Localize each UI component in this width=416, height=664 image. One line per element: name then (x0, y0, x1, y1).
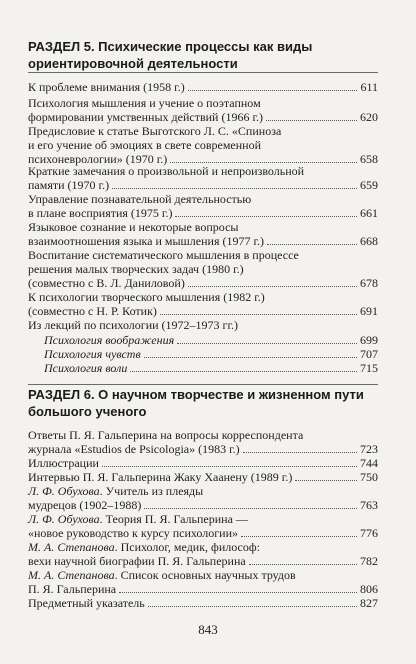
dot-leader (170, 162, 357, 163)
dot-leader (243, 452, 357, 453)
toc-entry-text (28, 234, 264, 248)
toc-entry-title: Ответы П. Я. Гальперина на вопросы корреспондента (28, 428, 304, 442)
dot-leader (112, 188, 357, 189)
toc-entry-title: (совместно с В. Л. Даниловой) (28, 276, 185, 290)
toc-entry-title: Иллюстрации (28, 456, 99, 470)
dot-leader (188, 286, 357, 287)
lecture-entry (44, 361, 378, 375)
toc-entry-line (28, 582, 378, 596)
toc-entry-title: журнала «Estudios de Psicologia» (1983 г.) (28, 442, 240, 456)
toc-entry-line (28, 220, 378, 234)
toc-entry-line (28, 248, 378, 262)
toc-entry-text (28, 206, 172, 220)
toc-entry-title: Список основных научных трудов (120, 568, 296, 582)
toc-entry (28, 290, 378, 318)
dot-leader (160, 314, 357, 315)
toc-entry-line (28, 442, 378, 456)
toc-entry-line (28, 498, 378, 512)
toc-page-number: 723 (360, 442, 378, 456)
toc-entry-title: в плане восприятия (1975 г.) (28, 206, 173, 220)
toc-page-number: 661 (360, 206, 378, 220)
toc-entry-line (28, 304, 378, 318)
toc-entry-line (28, 526, 378, 540)
toc-entry-line (44, 347, 378, 361)
toc-page-number: 658 (360, 152, 378, 166)
toc-entry-title: Предисловие к статье Выготского Л. С. «Спиноза (28, 124, 282, 138)
toc-entry-line (28, 596, 378, 610)
toc-entry-text (28, 110, 263, 124)
toc-entry-text (28, 456, 99, 470)
toc-entry (28, 248, 378, 290)
toc-entry-text (28, 276, 185, 290)
toc-page-number: 763 (360, 498, 378, 512)
toc-entry-title: П. Я. Гальперина (28, 582, 117, 596)
toc-entry-line (28, 262, 378, 276)
dot-leader (249, 564, 357, 565)
page-number: 843 (198, 622, 218, 637)
toc-entry-title: «новое руководство к курсу психологии» (28, 526, 239, 540)
section6-heading-line1: РАЗДЕЛ 6. О научном творчестве и жизненном пути (28, 387, 364, 402)
dot-leader (102, 466, 357, 467)
toc-page-number: 776 (360, 526, 378, 540)
toc-entry-line (28, 428, 378, 442)
dot-leader (175, 216, 357, 217)
toc-entry-text (28, 498, 141, 512)
toc-entry-line (28, 164, 378, 178)
toc-entry-text (28, 582, 116, 596)
toc-entry (28, 540, 378, 568)
dot-leader (177, 343, 357, 344)
section6-rule (28, 384, 378, 385)
toc-entry-title: памяти (1970 г.) (28, 178, 110, 192)
section5-heading-line1: РАЗДЕЛ 5. Психические процессы как виды (28, 39, 313, 54)
section5-heading (28, 38, 378, 72)
dot-leader (144, 508, 357, 509)
toc-entry-title: вехи научной биографии П. Я. Гальперина (28, 554, 246, 568)
toc-entry-title: и его учение об эмоциях в свете современной (28, 138, 261, 152)
section6-heading (28, 386, 378, 420)
toc-entry-line (28, 206, 378, 220)
toc-page-number: 620 (360, 110, 378, 124)
toc-page-number: 744 (360, 456, 378, 470)
toc-entry-line (28, 80, 378, 94)
toc-entry-line (28, 110, 378, 124)
toc-entry (28, 80, 378, 94)
toc-page-number: 691 (360, 304, 378, 318)
toc-entry-title: Психолог, медик, философ: (120, 540, 260, 554)
toc-entry-line (44, 333, 378, 347)
toc-entry-author: Л. Ф. Обухова (28, 484, 100, 498)
toc-entry-title: (совместно с Н. Р. Котик) (28, 304, 157, 318)
toc-entry-line (28, 456, 378, 470)
dot-leader (266, 120, 357, 121)
dot-leader (267, 244, 357, 245)
dot-leader (119, 592, 357, 593)
toc-entry-text (28, 442, 240, 456)
toc-entry-title: Интервью П. Я. Гальперина Жаку Хаанену (1989 г.) (28, 470, 293, 484)
toc-entry-author: М. А. Степанова (28, 540, 115, 554)
toc-page-number: 782 (360, 554, 378, 568)
lecture-entry (44, 347, 378, 361)
toc-entry-line: М. А. Степанова. Список основных научных трудов (28, 568, 296, 582)
toc-entry-text (28, 526, 238, 540)
dot-leader (241, 536, 357, 537)
dot-leader (130, 371, 357, 372)
toc-entry-title: взаимоотношения языка и мышления (1977 г.) (28, 234, 265, 248)
toc-entry-line (28, 192, 378, 206)
toc-entry-title: психоневрологии» (1970 г.) (28, 152, 168, 166)
section6-heading-line2: большого ученого (28, 404, 147, 419)
lecture-entry (44, 333, 378, 347)
toc-page-number: 827 (360, 596, 378, 610)
toc-entry-line (28, 554, 378, 568)
dot-leader (148, 606, 357, 607)
toc-page-number: 668 (360, 234, 378, 248)
toc-entry (28, 96, 378, 124)
toc-entry-line (28, 276, 378, 290)
toc-entry-line: Л. Ф. Обухова. Теория П. Я. Гальперина — (28, 512, 248, 526)
toc-page-number: 678 (360, 276, 378, 290)
toc-page-number: 806 (360, 582, 378, 596)
toc-entry-title: К проблеме внимания (1958 г.) (28, 80, 185, 94)
toc-entry-title: К психологии творческого мышления (1982 г.) (28, 290, 265, 304)
toc-page-number: 659 (360, 178, 378, 192)
section5-rule (28, 72, 378, 73)
section5-heading-line2: ориентировочной деятельности (28, 56, 238, 71)
dot-leader (295, 480, 357, 481)
toc-entry (28, 470, 378, 484)
toc-entry (28, 484, 378, 512)
toc-page-number: 699 (360, 333, 378, 347)
toc-entry-title: Предметный указатель (28, 596, 145, 610)
toc-entry-line (28, 178, 378, 192)
toc-entry (28, 512, 378, 540)
toc-entry (28, 456, 378, 470)
lecture-title: Психология воли (44, 361, 128, 375)
toc-page-number: 707 (360, 347, 378, 361)
toc-entry-title: Управление познавательной деятельностью (28, 192, 252, 206)
dot-leader (144, 357, 357, 358)
toc-entry (28, 428, 378, 456)
toc-entry-title: Теория П. Я. Гальперина — (105, 512, 248, 526)
dot-leader (188, 90, 358, 91)
toc-entry-author: М. А. Степанова (28, 568, 115, 582)
toc-entry-title: Психология мышления и учение о поэтапном (28, 96, 261, 110)
toc-entry-text (28, 304, 157, 318)
toc-page-number: 611 (360, 80, 378, 94)
toc-entry-text (28, 178, 109, 192)
toc-entry-line: Л. Ф. Обухова. Учитель из плеяды (28, 484, 204, 498)
toc-entry-text (28, 470, 292, 484)
toc-page-number: 715 (360, 361, 378, 375)
toc-entry-line (28, 138, 378, 152)
toc-entry-line (28, 124, 378, 138)
lecture-title: Психология воображения (44, 333, 175, 347)
toc-entry (28, 164, 378, 192)
toc-entry-line: М. А. Степанова. Психолог, медик, философ: (28, 540, 260, 554)
toc-entry-title: Краткие замечания о произвольной и непроизвольной (28, 164, 305, 178)
toc-entry (28, 568, 378, 596)
toc-entry-title: Учитель из плеяды (105, 484, 204, 498)
toc-entry-text (28, 596, 145, 610)
toc-entry-title: мудрецов (1902–1988) (28, 498, 142, 512)
toc-entry (28, 124, 378, 166)
toc-entry-title: Языковое сознание и некоторые вопросы (28, 220, 239, 234)
lectures-title: Из лекций по психологии (1972–1973 гг.) (28, 318, 239, 332)
toc-entry-line (44, 361, 378, 375)
toc-entry (28, 596, 378, 610)
toc-entry-line (28, 470, 378, 484)
toc-entry-line (28, 96, 378, 110)
toc-page-number: 750 (360, 470, 378, 484)
lecture-title: Психология чувств (44, 347, 141, 361)
toc-entry (28, 192, 378, 220)
toc-entry-line (28, 290, 378, 304)
toc-entry-line (28, 234, 378, 248)
toc-entry-title: формировании умственных действий (1966 г.) (28, 110, 264, 124)
toc-entry-text (28, 554, 246, 568)
toc-entry-author: Л. Ф. Обухова (28, 512, 100, 526)
toc-entry-title: решения малых творческих задач (1980 г.) (28, 262, 244, 276)
toc-entry-title: Воспитание систематического мышления в процессе (28, 248, 299, 262)
toc-entry (28, 220, 378, 248)
toc-entry-text (28, 80, 185, 94)
